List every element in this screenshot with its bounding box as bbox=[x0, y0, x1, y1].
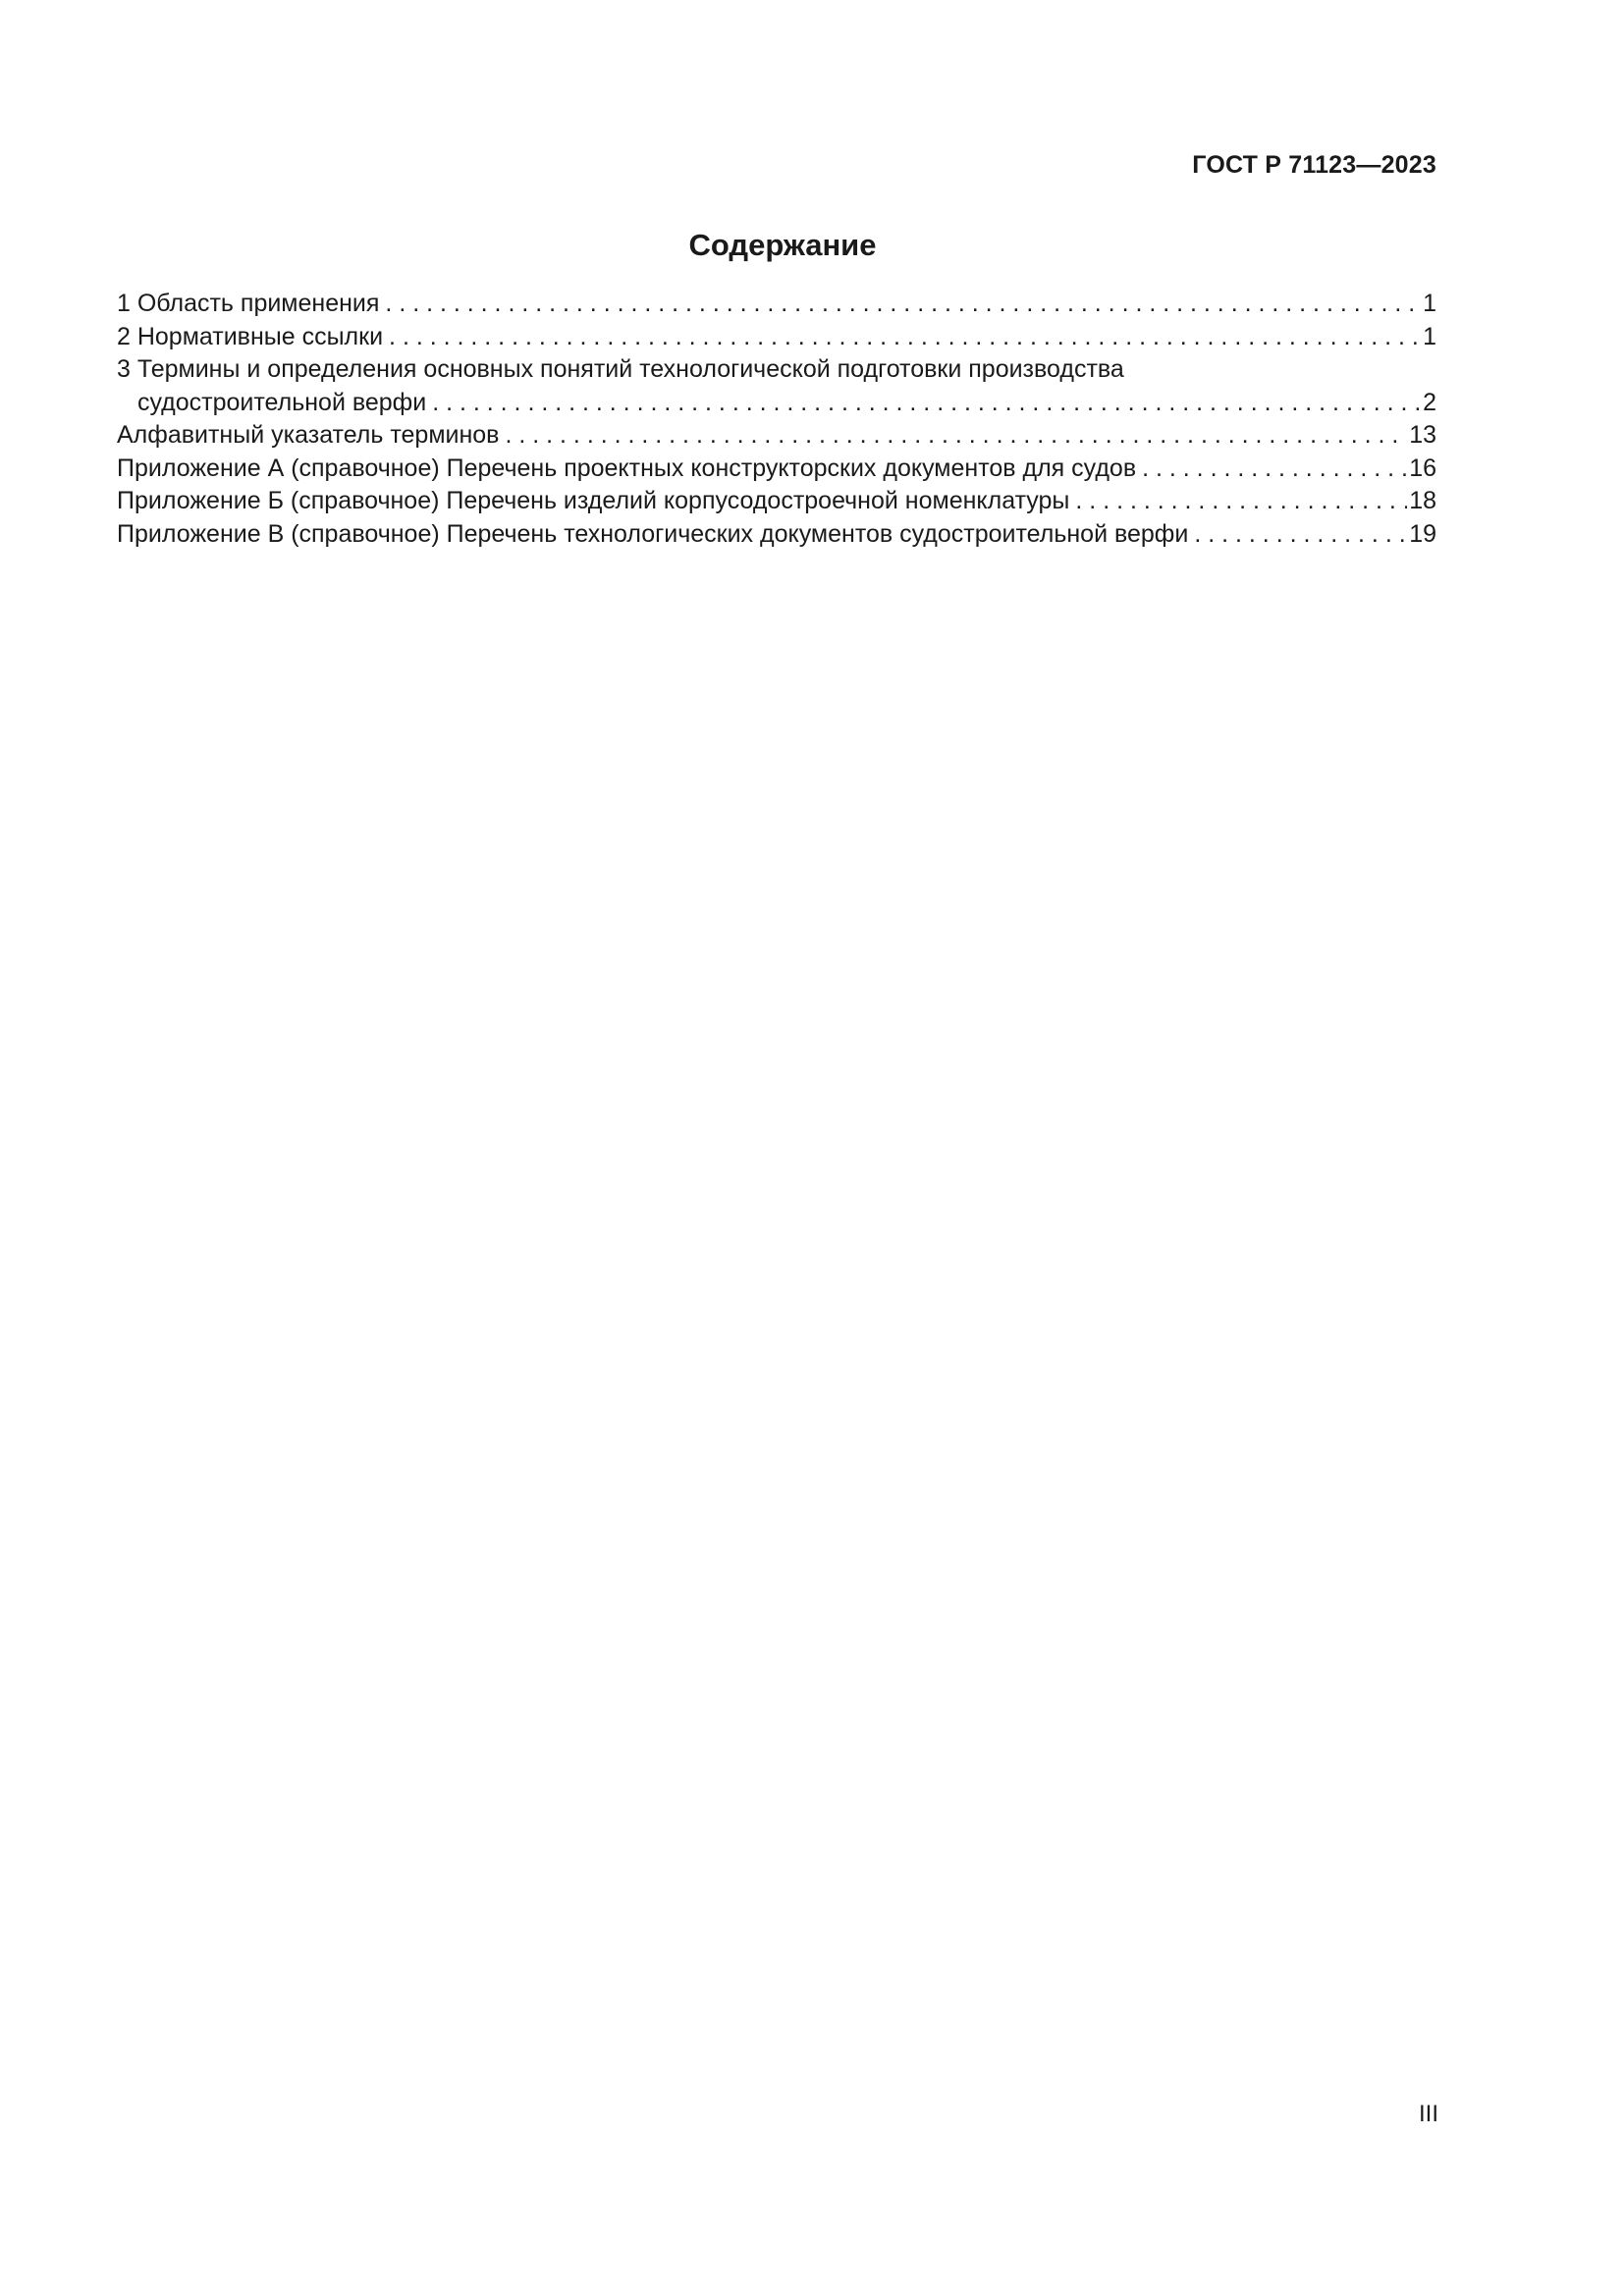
toc-leader-dots bbox=[432, 387, 1421, 420]
toc-entry bbox=[117, 387, 1436, 420]
toc-entry-page: 16 bbox=[1409, 454, 1436, 482]
toc-leader-dots bbox=[1142, 453, 1407, 486]
toc-entry-label: Приложение Б (справочное) Перечень изделий корпусодостроечной номенклатуры bbox=[117, 487, 1070, 514]
table-of-contents bbox=[117, 288, 1436, 551]
toc-entry-label: Приложение А (справочное) Перечень проектных конструкторских документов для судов bbox=[117, 454, 1137, 482]
toc-entry-page: 1 bbox=[1423, 290, 1436, 317]
toc-leader-dots bbox=[1075, 485, 1407, 518]
toc-entry[interactable] bbox=[117, 288, 1436, 321]
toc-entry-label-line1: 3 Термины и определения основных понятий технологической подготовки производства bbox=[117, 355, 1124, 383]
toc-leader-dots bbox=[385, 288, 1421, 321]
page-number: III bbox=[1418, 2101, 1438, 2127]
toc-leader-dots bbox=[505, 419, 1407, 453]
toc-entry[interactable] bbox=[117, 453, 1436, 486]
toc-leader-dots bbox=[389, 321, 1421, 354]
toc-entry-label: 1 Область применения bbox=[117, 290, 380, 317]
toc-entry[interactable] bbox=[117, 321, 1436, 354]
toc-entry[interactable] bbox=[117, 485, 1436, 518]
toc-entry-page: 19 bbox=[1409, 519, 1436, 548]
toc-entry-label: Алфавитный указатель терминов bbox=[117, 421, 500, 449]
toc-entry-label: судостроительной верфи bbox=[137, 388, 427, 416]
document-code: ГОСТ Р 71123—2023 bbox=[1192, 151, 1436, 179]
toc-entry[interactable] bbox=[117, 419, 1436, 453]
toc-entry-page: 18 bbox=[1409, 487, 1436, 514]
toc-entry-label: Приложение В (справочное) Перечень технологических документов судостроительной верфи bbox=[117, 519, 1189, 548]
toc-entry-label: 2 Нормативные ссылки bbox=[117, 322, 384, 350]
toc-leader-dots bbox=[1194, 518, 1407, 552]
toc-entry-multiline[interactable] bbox=[117, 353, 1436, 419]
toc-entry-page: 1 bbox=[1423, 322, 1436, 350]
toc-entry-page: 2 bbox=[1423, 388, 1436, 416]
toc-entry[interactable] bbox=[117, 518, 1436, 552]
toc-entry-page: 13 bbox=[1409, 421, 1436, 449]
toc-title: Содержание bbox=[688, 228, 877, 262]
